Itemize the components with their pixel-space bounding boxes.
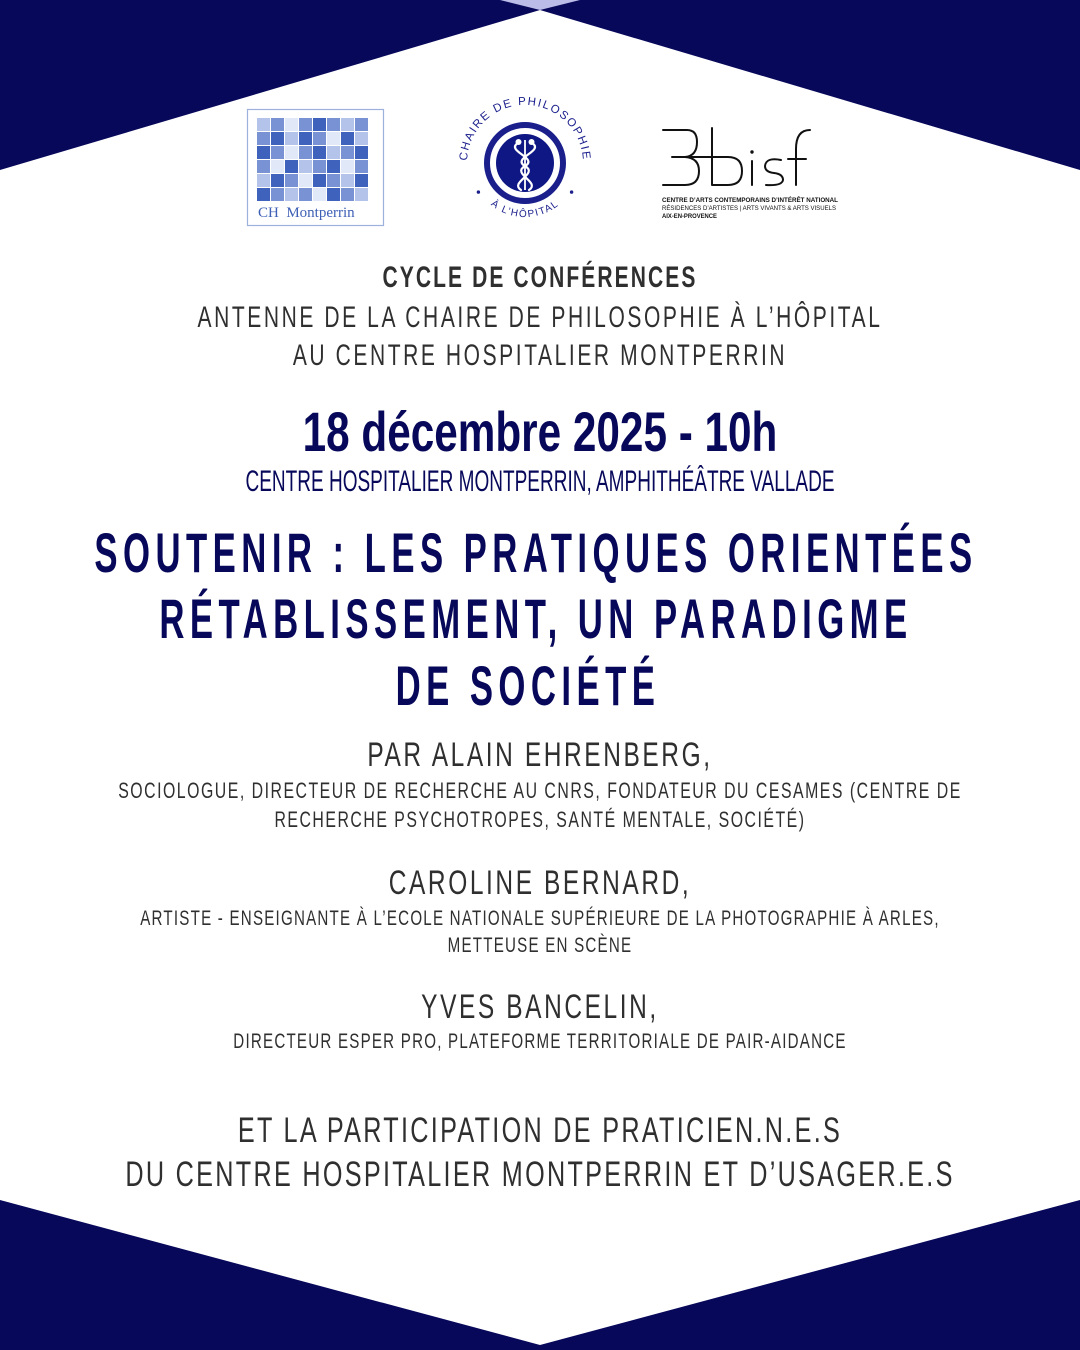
speaker-bio-bernard-2: METTEUSE EN SCÈNE — [447, 934, 633, 957]
bisf-tagline-1: CENTRE D’ARTS CONTEMPORAINS D’INTÉRÊT NATIONAL — [662, 197, 848, 204]
bisf-tagline-2: RÉSIDENCES D’ARTISTES | ARTS VIVANTS & ARTS VISUELS — [662, 205, 836, 212]
logo-tile — [355, 188, 368, 201]
logo-arc-bottom: À L’HÔPITAL — [488, 198, 562, 221]
logo-tile — [313, 146, 326, 159]
chaire-philosophie-logo — [455, 95, 595, 235]
logo-tile — [257, 118, 270, 131]
logo-tile — [355, 174, 368, 187]
logo-tile — [341, 118, 354, 131]
logo-tile — [355, 160, 368, 173]
logo-tile — [285, 146, 298, 159]
logo-tile — [327, 174, 340, 187]
logo-serpent-head-right — [529, 139, 535, 145]
logo-tile — [355, 118, 368, 131]
logo-tile — [327, 188, 340, 201]
logo-tile — [313, 174, 326, 187]
logo-tile — [327, 146, 340, 159]
logo-tile — [271, 188, 284, 201]
logo-tile — [299, 160, 312, 173]
logo-tile — [313, 160, 326, 173]
logo-tile — [271, 146, 284, 159]
event-venue: CENTRE HOSPITALIER MONTPERRIN, AMPHITHÉÂTRE VALLADE — [245, 465, 835, 498]
logo-tile — [257, 188, 270, 201]
title-line-1: SOUTENIR : LES PRATIQUES ORIENTÉES — [94, 521, 978, 584]
hospital-line: AU CENTRE HOSPITALIER MONTPERRIN — [292, 339, 788, 372]
logo-tile — [257, 174, 270, 187]
title-line-3: DE SOCIÉTÉ — [395, 654, 661, 717]
logo-tile — [341, 160, 354, 173]
logo-tile — [257, 160, 270, 173]
speaker-name-ehrenberg: PAR ALAIN EHRENBERG, — [367, 736, 713, 774]
logo-tile — [313, 188, 326, 201]
logo-tile — [299, 188, 312, 201]
logo-tile — [355, 146, 368, 159]
wordmark-i-dot — [750, 150, 753, 153]
participation-line-1: ET LA PARTICIPATION DE PRATICIEN.N.E.S — [237, 1111, 843, 1150]
logo-tile — [285, 174, 298, 187]
bisf-location: AIX-EN-PROVENCE — [662, 213, 717, 220]
wordmark-glyph-f — [788, 130, 810, 185]
logo-tile — [257, 132, 270, 145]
logo-tile — [285, 188, 298, 201]
logo-arc-top: CHAIRE DE PHILOSOPHIE — [457, 95, 593, 162]
logo-tile — [257, 146, 270, 159]
logo-tile — [313, 132, 326, 145]
logo-tile — [285, 118, 298, 131]
logo-tile — [327, 118, 340, 131]
ch-montperrin-logo — [247, 109, 384, 226]
wordmark-glyph-b — [712, 128, 742, 185]
logo-tile — [341, 174, 354, 187]
wordmark-glyph-s — [765, 159, 783, 185]
3bisf-logo — [660, 125, 848, 225]
speaker-bio-ehrenberg-2: RECHERCHE PSYCHOTROPES, SANTÉ MENTALE, SOCIÉTÉ) — [274, 807, 806, 832]
logo-tile — [341, 132, 354, 145]
logo-tile — [299, 146, 312, 159]
logo-tile — [327, 160, 340, 173]
event-datetime: 18 décembre 2025 - 10h — [302, 400, 778, 463]
logo-label: CH Montperrin — [258, 205, 355, 221]
speaker-name-bancelin: YVES BANCELIN, — [421, 988, 659, 1026]
participation-line-2: DU CENTRE HOSPITALIER MONTPERRIN ET D’USAGER.E.S — [125, 1155, 955, 1194]
logo-tile — [341, 188, 354, 201]
title-line-2: RÉTABLISSEMENT, UN PARADIGME — [159, 587, 913, 650]
logo-tile — [313, 118, 326, 131]
logo-dot-right — [570, 190, 573, 193]
logo-tile — [327, 132, 340, 145]
logo-tile — [271, 118, 284, 131]
antenne-line: ANTENNE DE LA CHAIRE DE PHILOSOPHIE À L’HÔPITAL — [197, 301, 883, 334]
logo-tile — [271, 160, 284, 173]
logo-dot-left — [477, 190, 480, 193]
logo-tile — [271, 174, 284, 187]
logo-tile — [299, 174, 312, 187]
logo-tile — [299, 132, 312, 145]
speaker-name-bernard: CAROLINE BERNARD, — [388, 864, 692, 902]
bisf-wordmark — [663, 128, 810, 185]
logo-tile — [285, 132, 298, 145]
speaker-bio-bernard-1: ARTISTE - ENSEIGNANTE À L’ECOLE NATIONALE SUPÉRIEURE DE LA PHOTOGRAPHIE À ARLES, — [140, 907, 940, 930]
speaker-bio-ehrenberg-1: SOCIOLOGUE, DIRECTEUR DE RECHERCHE AU CNRS, FONDATEUR DU CESAMES (CENTRE DE — [118, 778, 962, 803]
bottom-navy-band — [0, 1200, 1080, 1350]
logo-tile — [285, 160, 298, 173]
cycle-heading: CYCLE DE CONFÉRENCES — [382, 261, 698, 294]
logo-serpent-head-left — [516, 139, 522, 145]
logo-tile — [355, 132, 368, 145]
logo-tile — [299, 118, 312, 131]
logo-tile — [271, 132, 284, 145]
logo-tile — [341, 146, 354, 159]
speaker-bio-bancelin: DIRECTEUR ESPER PRO, PLATEFORME TERRITORIALE DE PAIR-AIDANCE — [233, 1030, 847, 1053]
